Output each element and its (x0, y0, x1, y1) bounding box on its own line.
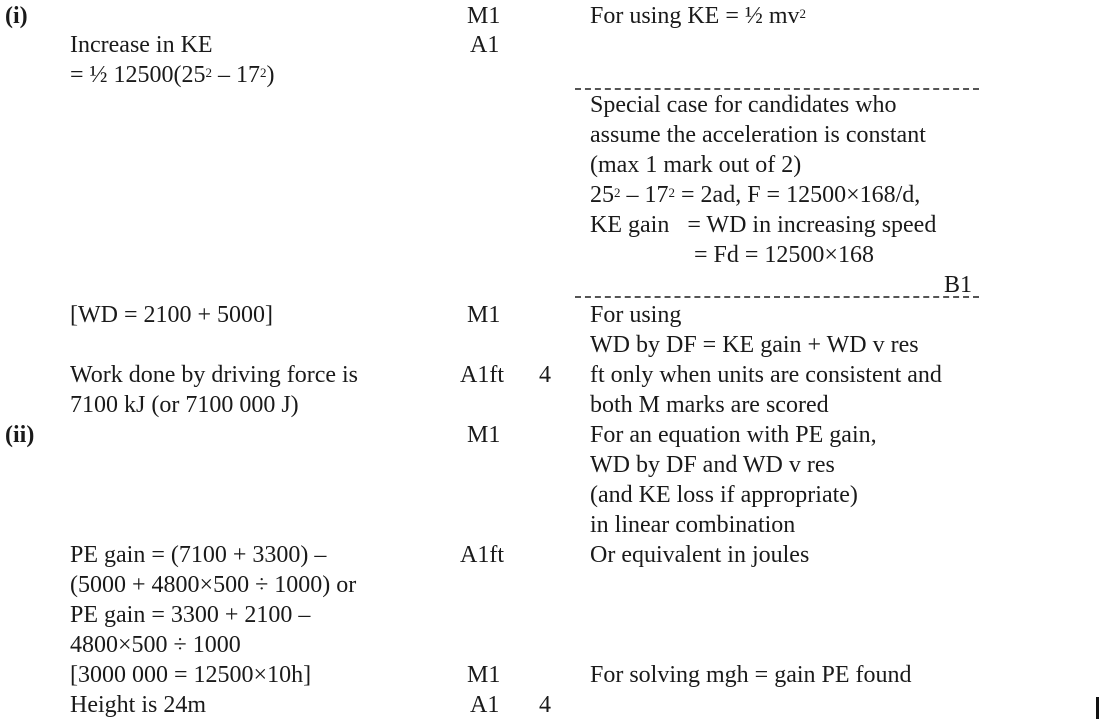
answer-work-done: Work done by driving force is (70, 362, 358, 388)
guidance-wd-by-df: WD by DF = KE gain + WD v res (590, 332, 919, 358)
answer-7100kj: 7100 kJ (or 7100 000 J) (70, 392, 299, 418)
answer-increase-ke: Increase in KE (70, 32, 213, 58)
special-case-line-5: KE gain = WD in increasing speed (590, 212, 937, 238)
guidance-solving-mgh: For solving mgh = gain PE found (590, 662, 912, 688)
answer-height: Height is 24m (70, 692, 206, 718)
mark-m1: M1 (467, 3, 501, 29)
special-case-line-3: (max 1 mark out of 2) (590, 152, 802, 178)
special-case-line-6: = Fd = 12500×168 (694, 242, 874, 268)
special-case-line-1: Special case for candidates who (590, 92, 897, 118)
part-label-i: (i) (5, 3, 28, 29)
special-case-line-4: $25^2 - 17^2 = 2ad$, F = 12500×168/d, (590, 182, 921, 208)
total-marks-i: 4 (539, 362, 551, 388)
answer-pe-gain-2b: 4800×500 ÷ 1000 (70, 632, 241, 658)
mark-a1ft: A1ft (460, 362, 504, 388)
answer-solve-h: [3000 000 = 12500×10h] (70, 662, 312, 688)
mark-m1-ii: M1 (467, 422, 501, 448)
answer-pe-gain-1b: (5000 + 4800×500 ÷ 1000) or (70, 572, 357, 598)
guidance-wd-df-res: WD by DF and WD v res (590, 452, 835, 478)
guidance-joules: Or equivalent in joules (590, 542, 810, 568)
part-label-ii: (ii) (5, 422, 35, 448)
mark-m1-solve: M1 (467, 662, 501, 688)
guidance-linear-combination: in linear combination (590, 512, 796, 538)
guidance-ft-only: ft only when units are consistent and (590, 362, 942, 388)
guidance-equation-pe: For an equation with PE gain, (590, 422, 877, 448)
answer-wd-sum: [WD = 2100 + 5000] (70, 302, 274, 328)
mark-a1-height: A1 (470, 692, 500, 718)
special-case-mark-b1: B1 (944, 272, 973, 298)
answer-pe-gain-1: PE gain = (7100 + 3300) – (70, 542, 327, 568)
guidance-ke-loss: (and KE loss if appropriate) (590, 482, 858, 508)
answer-pe-gain-2: PE gain = 3300 + 2100 – (70, 602, 311, 628)
dashed-divider-bottom (575, 296, 979, 298)
mark-a1: A1 (470, 32, 500, 58)
answer-ke-equation: = ½ $12500(25^2 - 17^2)$ (70, 62, 275, 88)
mark-a1ft-ii: A1ft (460, 542, 504, 568)
guidance-ke-formula: For using KE = ½ $mv^2$ (590, 3, 807, 29)
total-marks-ii: 4 (539, 692, 551, 718)
edge-marker (1096, 697, 1099, 719)
guidance-both-m: both M marks are scored (590, 392, 829, 418)
mark-m1-wd: M1 (467, 302, 501, 328)
special-case-line-2: assume the acceleration is constant (590, 122, 926, 148)
guidance-for-using: For using (590, 302, 682, 328)
